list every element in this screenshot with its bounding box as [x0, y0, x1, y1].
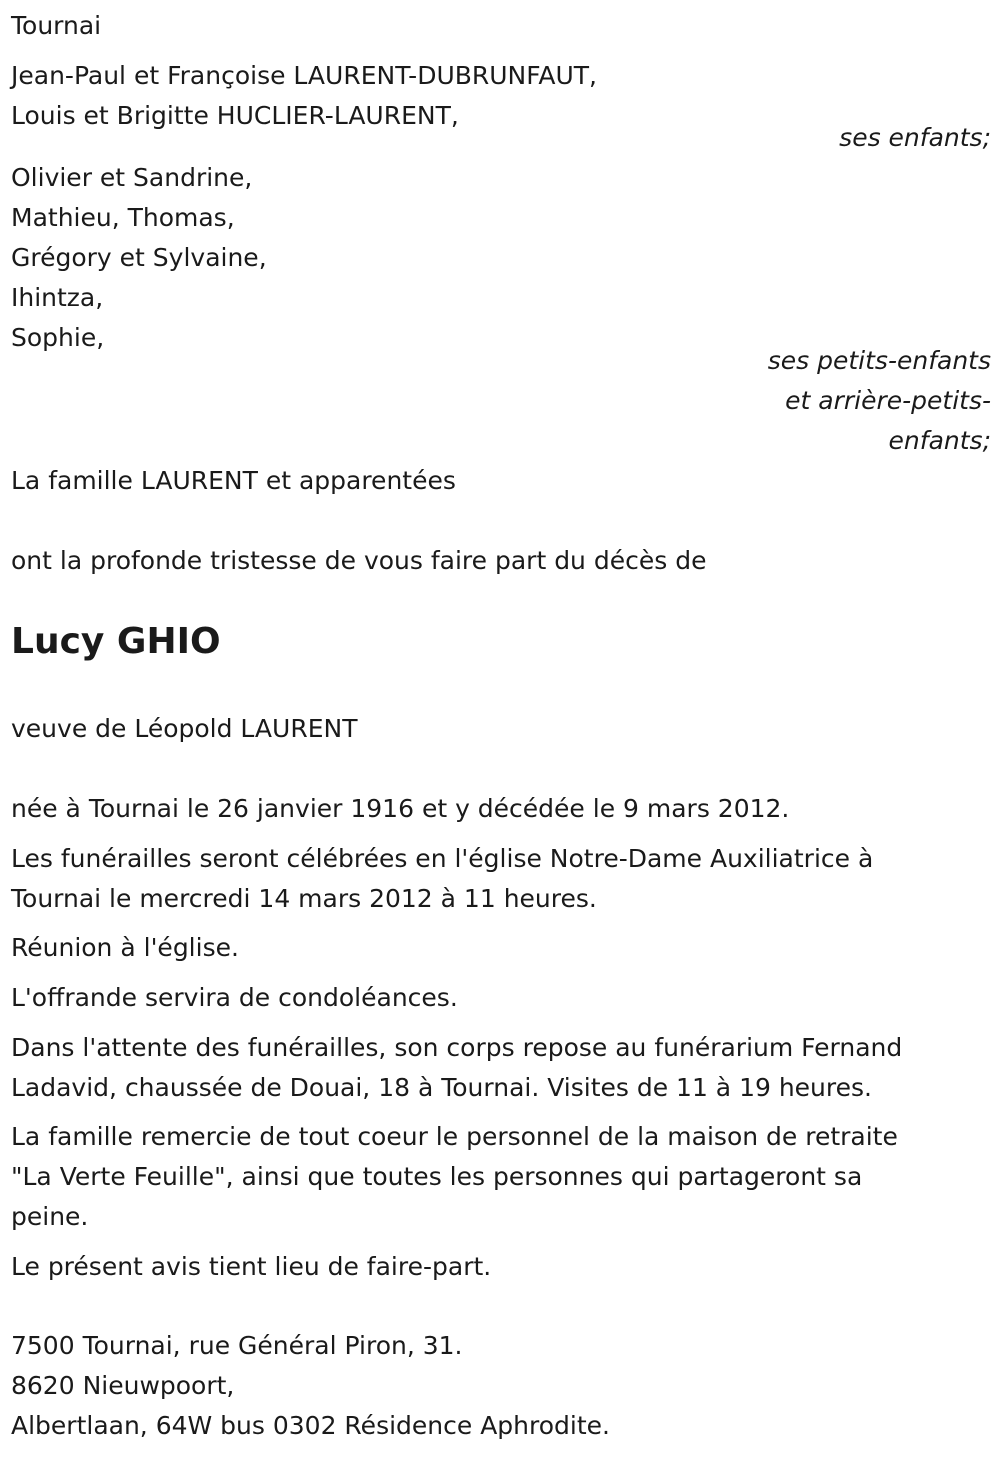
- offering-line: [11, 978, 991, 1018]
- grandchildren-role-label: enfants;: [888, 426, 991, 455]
- location-heading: [11, 6, 991, 46]
- children-role-label: ses enfants;: [839, 123, 991, 152]
- meeting-text: Réunion à l'église.: [11, 933, 239, 962]
- family-line: [11, 461, 991, 501]
- visitation-text: Ladavid, chaussée de Douai, 18 à Tournai. Visites de 11 à 19 heures.: [11, 1073, 872, 1102]
- deceased-heading: [11, 620, 991, 664]
- thanks-text: "La Verte Feuille", ainsi que toutes les personnes qui partageront sa: [11, 1162, 863, 1191]
- deceased-name: Lucy GHIO: [11, 621, 221, 662]
- notice-line: [11, 1247, 991, 1287]
- visitation-text: Dans l'attente des funérailles, son corps repose au funérarium Fernand: [11, 1033, 903, 1062]
- grandchildren-role-label: ses petits-enfants: [767, 346, 991, 375]
- grandchild-name: Olivier et Sandrine,: [11, 163, 253, 192]
- funeral-text: Tournai le mercredi 14 mars 2012 à 11 heures.: [11, 884, 597, 913]
- grandchild-name: Ihintza,: [11, 283, 104, 312]
- announcement-text: ont la profonde tristesse de vous faire part du décès de: [11, 546, 707, 575]
- location: Tournai: [11, 11, 102, 40]
- thanks-text: peine.: [11, 1202, 89, 1231]
- grandchildren-role: [11, 341, 991, 461]
- notice-text: Le présent avis tient lieu de faire-part.: [11, 1252, 492, 1281]
- announcement-line: [11, 541, 991, 581]
- born-died-line: [11, 789, 991, 829]
- address-line: Albertlaan, 64W bus 0302 Résidence Aphrodite.: [11, 1411, 610, 1440]
- thanks-paragraph: [11, 1117, 991, 1237]
- grandchild-name: Sophie,: [11, 323, 105, 352]
- address-line: 7500 Tournai, rue Général Piron, 31.: [11, 1331, 463, 1360]
- address-block: [11, 1326, 991, 1446]
- visitation-paragraph: [11, 1028, 991, 1108]
- family-text: La famille LAURENT et apparentées: [11, 466, 456, 495]
- child-name: Jean-Paul et Françoise LAURENT-DUBRUNFAUT,: [11, 61, 597, 90]
- funeral-text: Les funérailles seront célébrées en l'église Notre-Dame Auxiliatrice à: [11, 844, 874, 873]
- child-name: Louis et Brigitte HUCLIER-LAURENT,: [11, 101, 459, 130]
- grandchild-name: Grégory et Sylvaine,: [11, 243, 267, 272]
- grandchildren-list: [11, 158, 991, 358]
- offering-text: L'offrande servira de condoléances.: [11, 983, 458, 1012]
- grandchildren-role-label: et arrière-petits-: [785, 386, 991, 415]
- meeting-line: [11, 928, 991, 968]
- widow-of-text: veuve de Léopold LAURENT: [11, 714, 358, 743]
- grandchild-name: Mathieu, Thomas,: [11, 203, 235, 232]
- address-line: 8620 Nieuwpoort,: [11, 1371, 235, 1400]
- born-died-text: née à Tournai le 26 janvier 1916 et y décédée le 9 mars 2012.: [11, 794, 790, 823]
- thanks-text: La famille remercie de tout coeur le personnel de la maison de retraite: [11, 1122, 898, 1151]
- children-role: [11, 118, 991, 158]
- widow-line: [11, 709, 991, 749]
- funeral-paragraph: [11, 839, 991, 919]
